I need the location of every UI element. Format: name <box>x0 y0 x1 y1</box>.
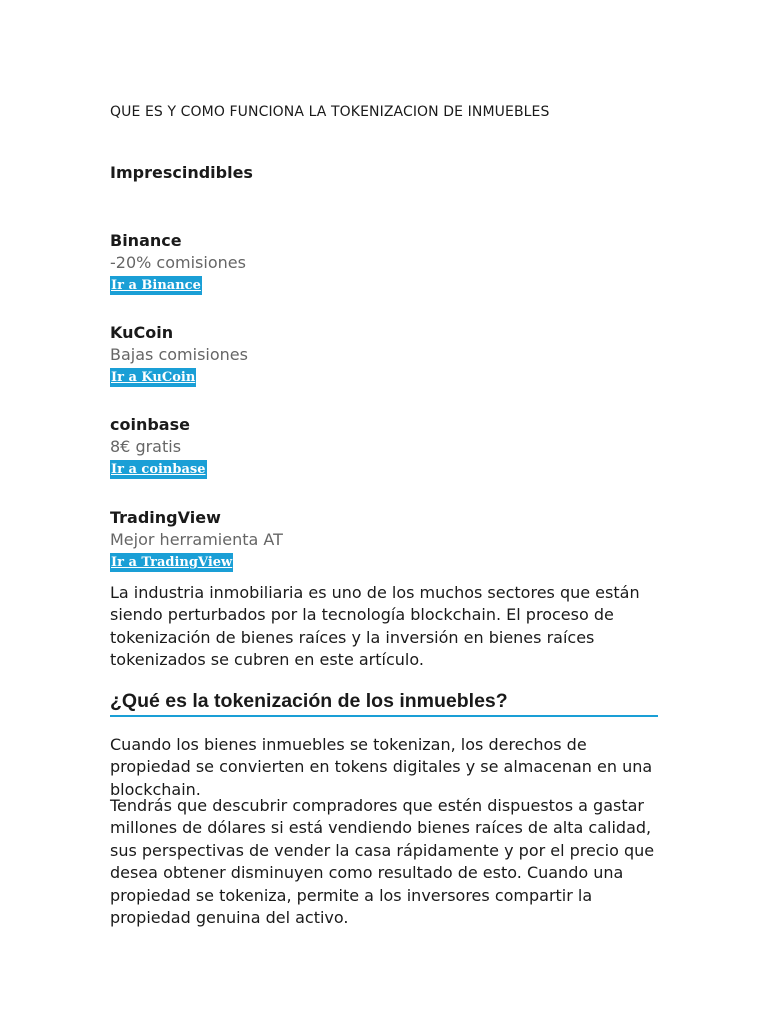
exchange-card-kucoin <box>110 322 510 387</box>
body-paragraph: Tendrás que descubrir compradores que estén dispuestos a gastar millones de dólares si está vendiendo bienes raíces de alta calidad, sus perspectivas de vender la casa rápidamente y por el precio que desea obtener disminuyen como resultado de esto. Cuando una propiedad se tokeniza, permite a los inversores compartir la propiedad genuina del activo. <box>110 796 655 928</box>
exchange-description: 8€ gratis <box>110 437 182 456</box>
exchange-description: Mejor herramienta AT <box>110 530 283 549</box>
go-to-binance-link[interactable]: Ir a Binance <box>111 278 201 293</box>
exchange-name: TradingView <box>110 508 221 527</box>
intro-paragraph: La industria inmobiliaria es uno de los muchos sectores que están siendo perturbados por la tecnología blockchain. El proceso de tokenización de bienes raíces y la inversión en bienes raíces tokenizados se cubren en este artículo. <box>110 583 640 670</box>
exchange-card-tradingview <box>110 507 510 572</box>
body-paragraph: Cuando los bienes inmuebles se tokenizan, los derechos de propiedad se convierten en tokens digitales y se almacenan en una blockchain. <box>110 735 653 799</box>
exchange-card-binance <box>110 230 510 295</box>
subheading-que-es-tokenizacion: ¿Qué es la tokenización de los inmuebles? <box>110 688 658 717</box>
document-title: QUE ES Y COMO FUNCIONA LA TOKENIZACION DE INMUEBLES <box>110 104 550 120</box>
go-to-kucoin-link[interactable]: Ir a KuCoin <box>111 370 196 385</box>
go-to-tradingview-link[interactable]: Ir a TradingView <box>111 555 233 570</box>
exchange-description: Bajas comisiones <box>110 345 248 364</box>
exchange-name: KuCoin <box>110 323 174 342</box>
exchange-name: Binance <box>110 231 182 250</box>
section-heading-imprescindibles: Imprescindibles <box>110 163 253 182</box>
exchange-description: -20% comisiones <box>110 253 246 272</box>
exchange-card-coinbase <box>110 414 510 479</box>
go-to-coinbase-link[interactable]: Ir a coinbase <box>111 462 206 477</box>
exchange-name: coinbase <box>110 415 190 434</box>
